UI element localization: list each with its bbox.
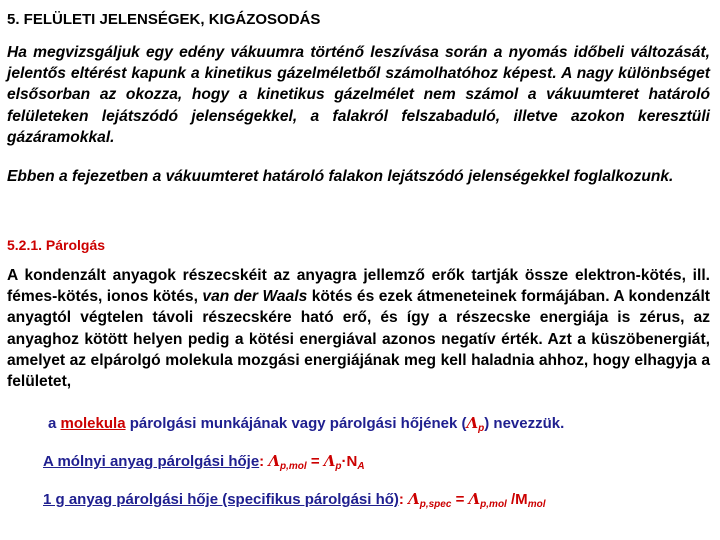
slide-title: 5. FELÜLETI JELENSÉGEK, KIGÁZOSODÁS xyxy=(7,11,321,28)
line3-div-sub: mol xyxy=(527,499,546,510)
section-body-part1: A kondenzált anyagok részecskéit az anyagra jellemző erők tartják össze elektron-kötés, ill. fémes-kötés, ionos kötés, xyxy=(7,267,710,306)
line3-colon: : xyxy=(398,491,409,508)
line2-rhs1: Λ xyxy=(323,452,336,470)
line3-eq: = xyxy=(451,491,469,508)
section-heading: 5.2.1. Párolgás xyxy=(7,237,106,253)
line1-symbol: Λ xyxy=(466,414,479,432)
intro-paragraph-2: Ebben a fejezetben a vákuumteret határoló falakon lejátszódó jelenségekkel foglalkozunk. xyxy=(7,168,674,185)
line2-lhs-sub: p,mol xyxy=(279,461,307,472)
line3-label: 1 g anyag párolgási hője (specifikus párolgási hő) xyxy=(43,491,399,508)
line1-suffix: ) nevezzük. xyxy=(484,415,565,432)
definition-line-1 xyxy=(48,414,564,434)
section-body xyxy=(7,265,710,392)
intro-paragraph-1: Ha megvizsgáljuk egy edény vákuumra történő leszívása során a nyomás időbeli változását, jelentős eltérést kapunk a kinetikus gázelméletből számolhatóhoz képest. A nagy különbséget elsősorban az okozza, hogy a kinetikus gázelmélet nem számol a vákuumteret határoló felületeken lejátszódó jelenségekkel, a falakról felszabaduló, illetve azokon keresztüli gázáramokkal. xyxy=(7,44,710,146)
line1-sub: p xyxy=(478,423,485,434)
definition-line-2 xyxy=(43,452,365,472)
line1-middle: párolgási munkájának vagy párolgási hőjének ( xyxy=(125,415,467,432)
section-body-part2: kötés és ezek átmeneteinek formájában. A kondenzált anyagtól végtelen távoli részecskére ható erő, és így a részecske energiája is zérus, az anyaghoz kötött helyen pedig a kötési energiával azonos negatív érték. Azt a küszöbenergiát, amelyet az elpárolgó molekula mozgási energiájának meg kell haladnia ahhoz, hogy elhagyja a felületet, xyxy=(7,288,710,391)
line3-div: /M xyxy=(506,491,528,508)
section-body-italic: van der Waals xyxy=(202,288,308,306)
line2-lhs: Λ xyxy=(268,452,280,470)
definition-line-3 xyxy=(43,490,545,510)
line1-molecule: molekula xyxy=(60,415,126,432)
line2-eq: = xyxy=(306,453,324,470)
line2-colon: : xyxy=(259,453,269,470)
line3-rhs-sub: p,mol xyxy=(480,499,507,510)
line2-label: A mólnyi anyag párolgási hője xyxy=(43,453,260,470)
line2-rhs1-sub: p xyxy=(335,461,342,472)
line2-dot: ·N xyxy=(341,453,358,470)
line3-rhs: Λ xyxy=(468,490,481,508)
line3-lhs-sub: p,spec xyxy=(419,499,452,510)
line3-lhs: Λ xyxy=(408,490,420,508)
line2-rhs2-sub: A xyxy=(357,461,365,472)
line1-prefix: a xyxy=(48,415,61,432)
